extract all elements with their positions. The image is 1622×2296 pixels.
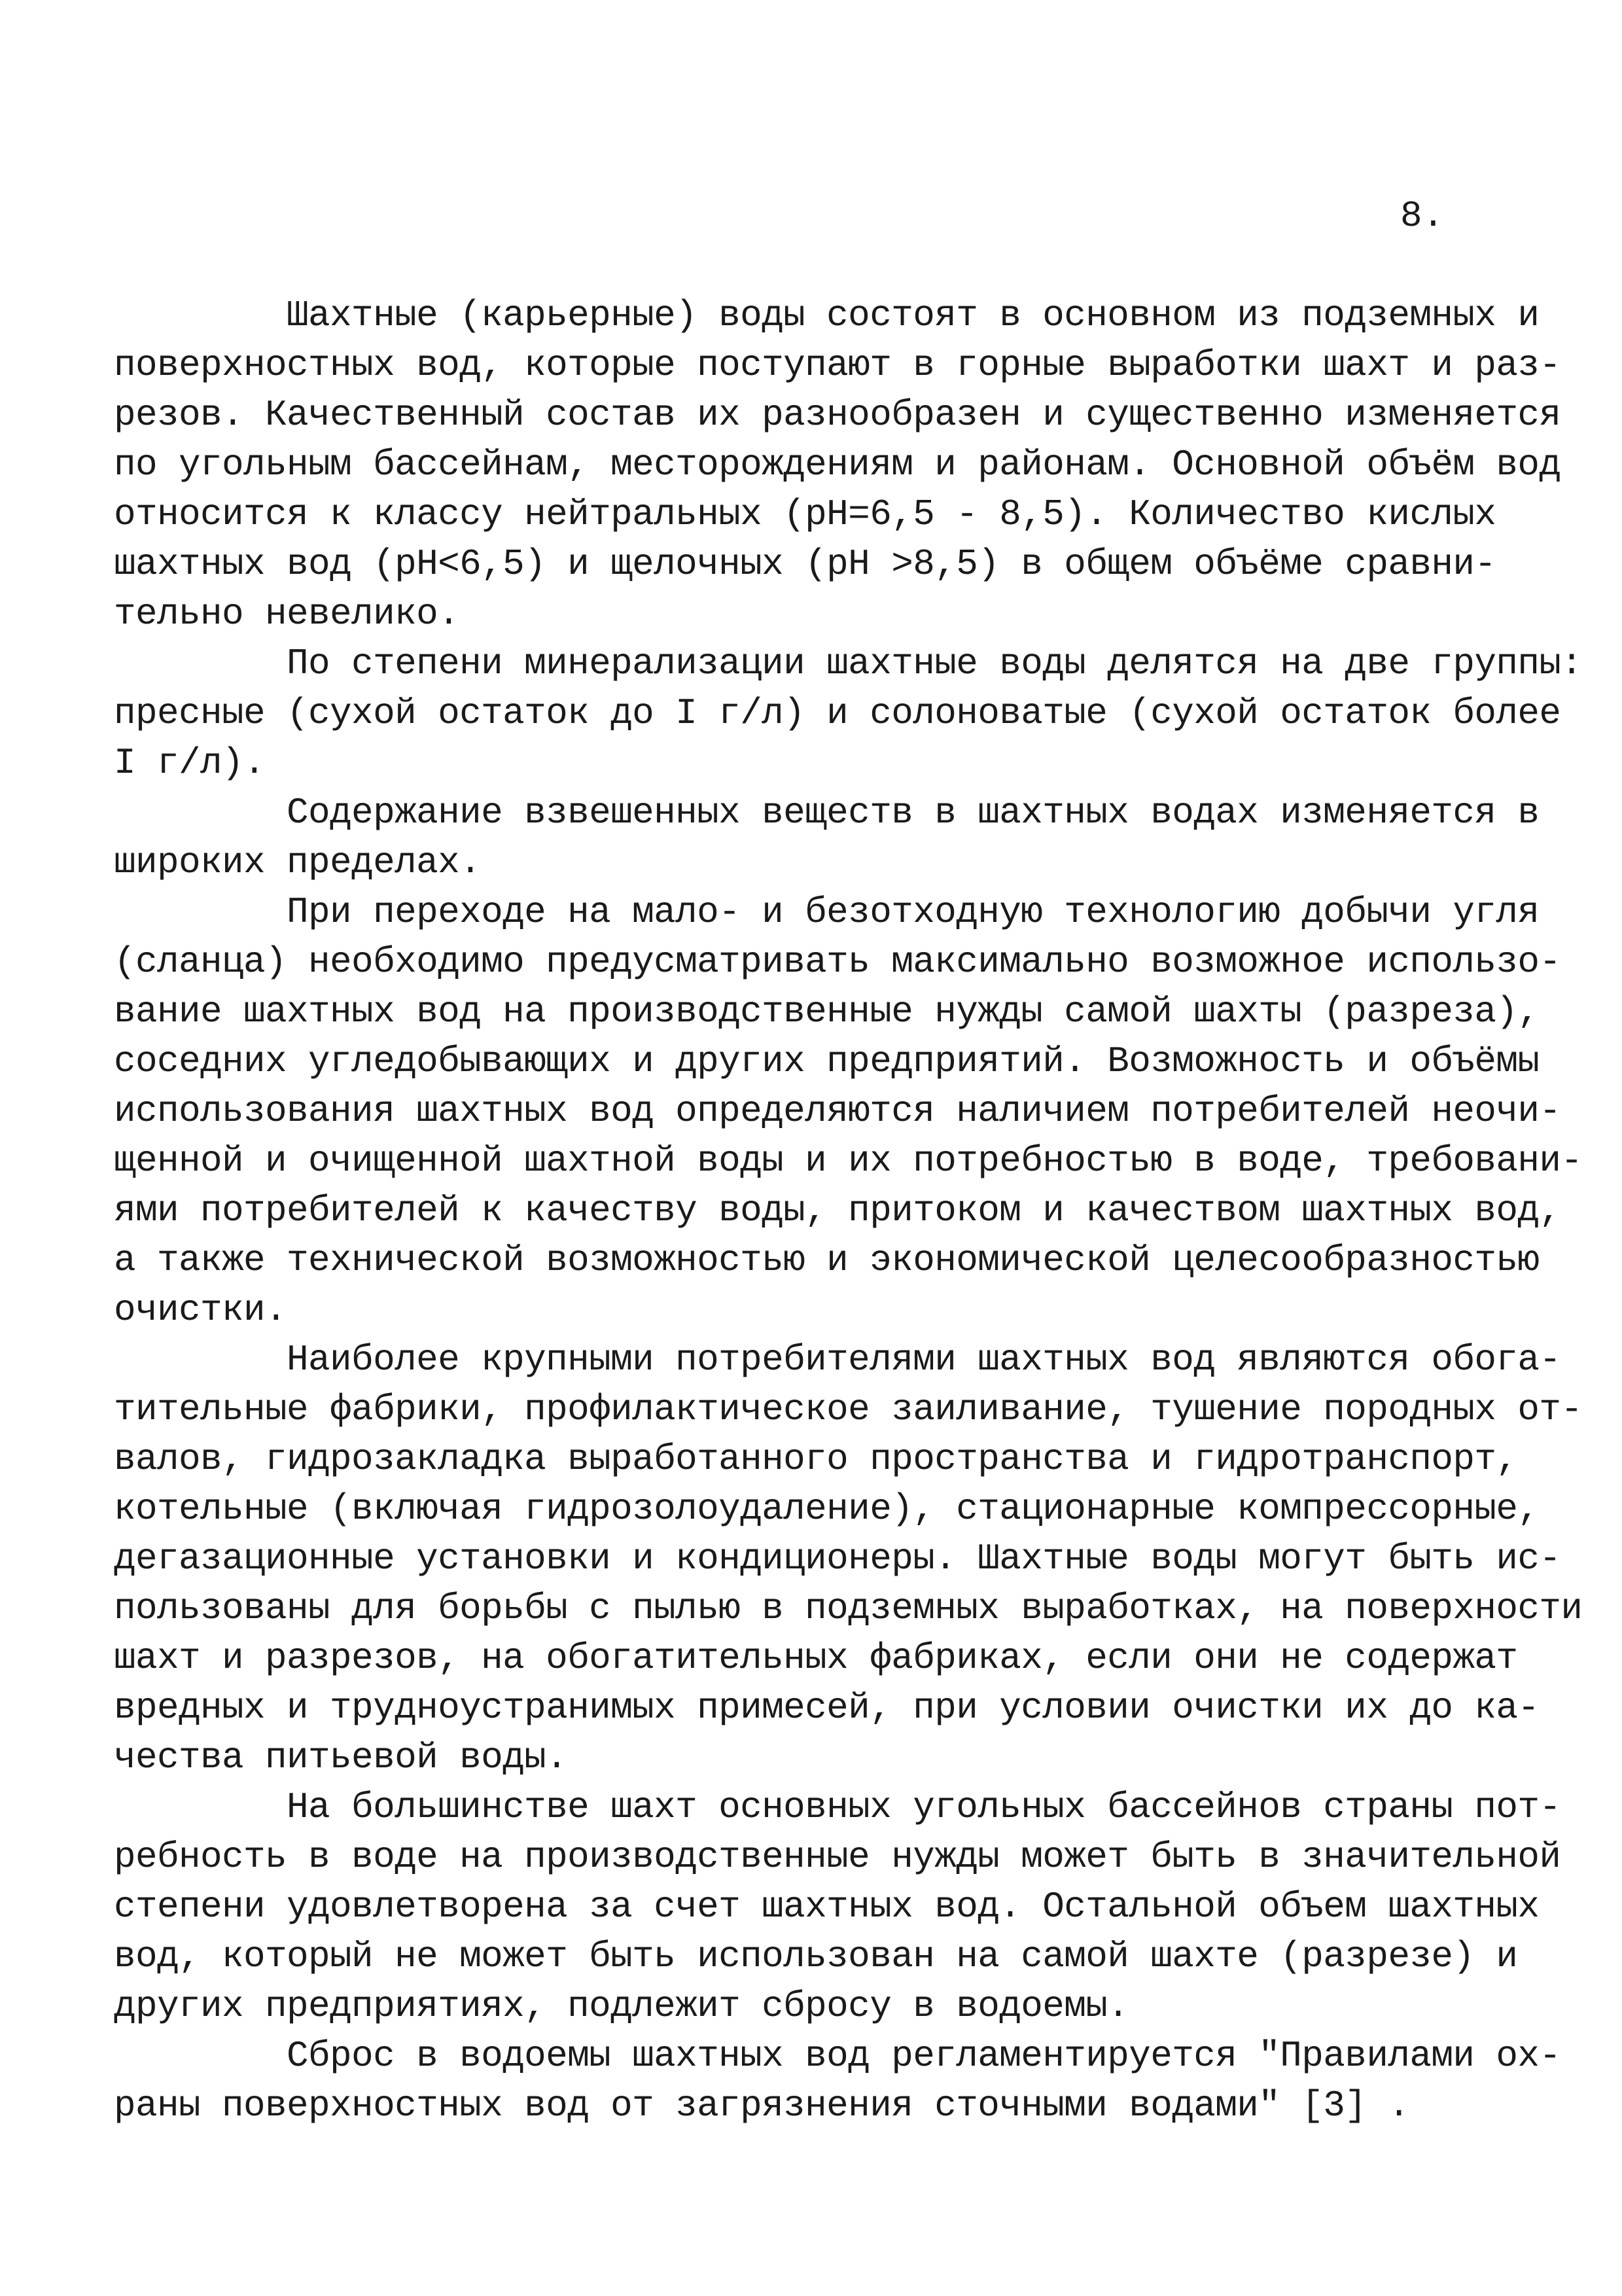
- text-line: вание шахтных вод на производственные нужды самой шахты (разреза),: [114, 991, 1540, 1033]
- text-line: дегазационные установки и кондиционеры. Шахтные воды могут быть ис-: [114, 1538, 1561, 1580]
- text-line: валов, гидрозакладка выработанного пространства и гидротранспорт,: [114, 1438, 1518, 1480]
- text-line: других предприятиях, подлежит сбросу в водоемы.: [114, 1985, 1129, 2027]
- text-line: очистки.: [114, 1289, 287, 1331]
- text-line: щенной и очищенной шахтной воды и их потребностью в воде, требовани-: [114, 1140, 1583, 1182]
- text-line: Наиболее крупными потребителями шахтных вод являются обога-: [114, 1339, 1561, 1381]
- text-line: шахтных вод (рН<6,5) и щелочных (рН >8,5) в общем объёме сравни-: [114, 543, 1496, 585]
- page-number: 8.: [1400, 195, 1445, 237]
- text-line: а также технической возможностью и экономической целесообразностью: [114, 1239, 1540, 1281]
- text-line: раны поверхностных вод от загрязнения сточными водами" [3] .: [114, 2085, 1410, 2127]
- text-line: по угольным бассейнам, месторождениям и районам. Основной объём вод: [114, 444, 1561, 486]
- body-text: [114, 291, 1583, 2130]
- text-line: чества питьевой воды.: [114, 1737, 568, 1778]
- text-line: Сброс в водоемы шахтных вод регламентируется "Правилами ох-: [114, 2035, 1561, 2077]
- text-line: использования шахтных вод определяются наличием потребителей неочи-: [114, 1090, 1561, 1132]
- text-line: I г/л).: [114, 742, 266, 784]
- text-line: ребность в воде на производственные нужды может быть в значительной: [114, 1836, 1561, 1878]
- text-line: поверхностных вод, которые поступают в горные выработки шахт и раз-: [114, 344, 1561, 386]
- text-line: (сланца) необходимо предусматривать максимально возможное использо-: [114, 941, 1561, 983]
- text-line: относится к классу нейтральных (рН=6,5 - 8,5). Количество кислых: [114, 493, 1496, 535]
- text-line: При переходе на мало- и безотходную технологию добычи угля: [114, 891, 1540, 933]
- text-line: тительные фабрики, профилактическое заиливание, тушение породных от-: [114, 1388, 1583, 1430]
- text-line: степени удовлетворена за счет шахтных вод. Остальной объем шахтных: [114, 1886, 1540, 1928]
- text-line: пресные (сухой остаток до I г/л) и солоноватые (сухой остаток более: [114, 692, 1561, 734]
- text-line: вредных и трудноустранимых примесей, при условии очистки их до ка-: [114, 1687, 1540, 1729]
- text-line: резов. Качественный состав их разнообразен и существенно изменяется: [114, 394, 1561, 436]
- text-line: По степени минерализации шахтные воды делятся на две группы:: [114, 643, 1583, 684]
- text-line: шахт и разрезов, на обогатительных фабриках, если они не содержат: [114, 1637, 1518, 1679]
- text-line: На большинстве шахт основных угольных бассейнов страны пот-: [114, 1786, 1561, 1828]
- text-line: тельно невелико.: [114, 593, 460, 635]
- text-line: широких пределах.: [114, 841, 482, 883]
- text-line: Содержание взвешенных веществ в шахтных водах изменяется в: [114, 792, 1540, 834]
- text-line: котельные (включая гидрозолоудаление), стационарные компрессорные,: [114, 1488, 1540, 1530]
- text-line: ями потребителей к качеству воды, притоком и качеством шахтных вод,: [114, 1190, 1561, 1231]
- text-line: соседних угледобывающих и других предприятий. Возможность и объёмы: [114, 1040, 1540, 1082]
- text-line: вод, который не может быть использован на самой шахте (разрезе) и: [114, 1935, 1518, 1977]
- text-line: пользованы для борьбы с пылью в подземных выработках, на поверхности: [114, 1587, 1583, 1629]
- text-line: Шахтные (карьерные) воды состоят в основном из подземных и: [114, 294, 1540, 336]
